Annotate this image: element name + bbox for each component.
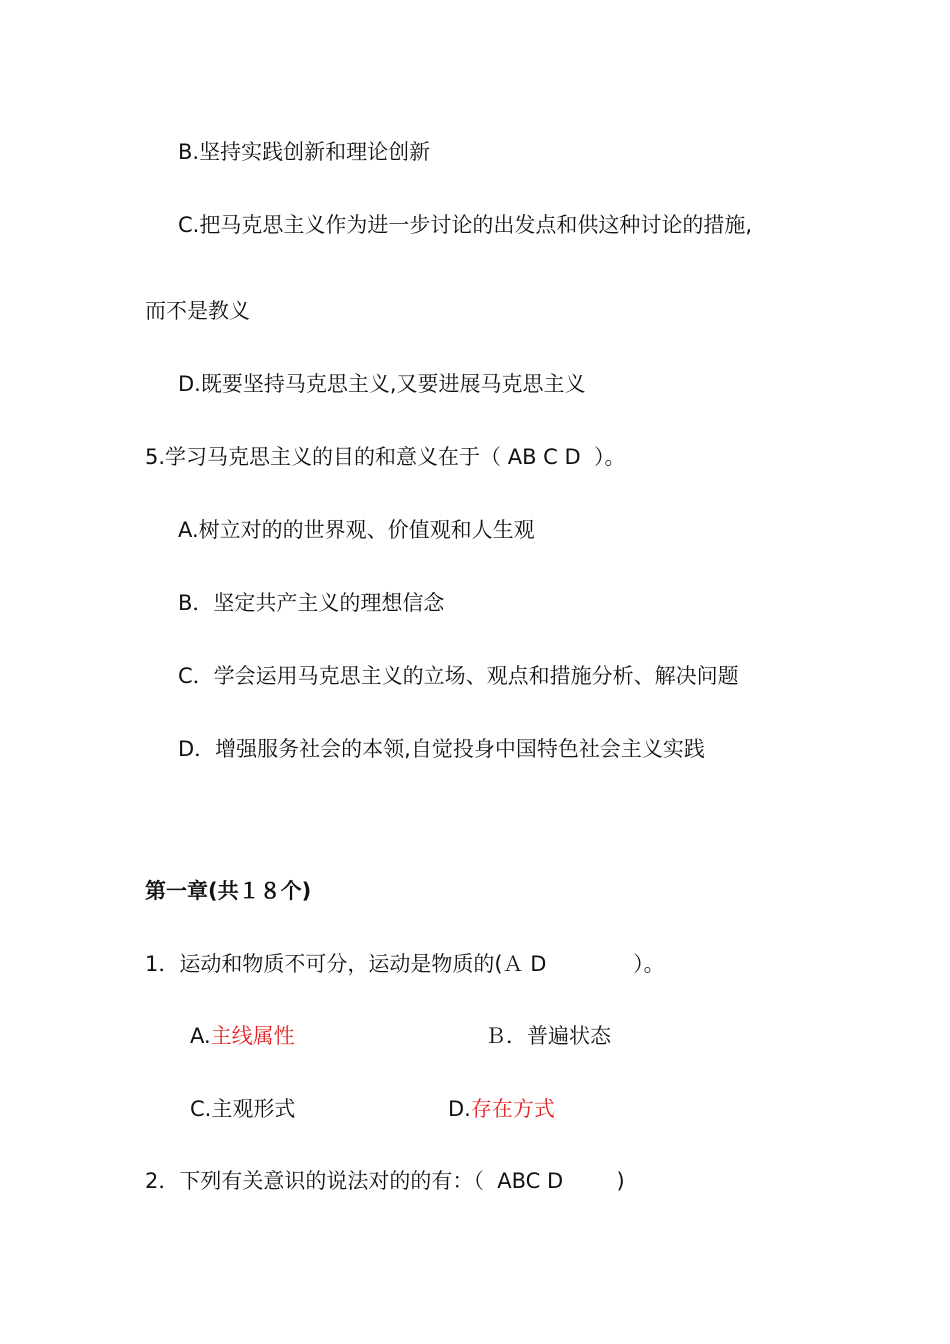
q5-question: 5.学习马克思主义的目的和意义在于（ AB C D ）。 bbox=[145, 445, 626, 469]
option-d-answer-text: 存在方式 bbox=[470, 1097, 555, 1121]
ch1-q1-option-b: Ｂ．普遍状态 bbox=[485, 1024, 611, 1048]
q4-option-c-line2: 而不是教义 bbox=[145, 299, 250, 323]
q5-option-b: B．坚定共产主义的理想信念 bbox=[178, 591, 445, 615]
option-a-answer-text: 主线属性 bbox=[210, 1024, 295, 1048]
chapter-heading: 第一章(共１８个) bbox=[145, 879, 312, 903]
q4-option-c-line1: C.把马克思主义作为进一步讨论的出发点和供这种讨论的措施, bbox=[178, 213, 753, 237]
ch1-q1-option-a bbox=[190, 1022, 295, 1050]
q5-option-a: A.树立对的的世界观、价值观和人生观 bbox=[178, 518, 535, 542]
option-a-prefix: A. bbox=[190, 1024, 211, 1048]
q4-option-b: B.坚持实践创新和理论创新 bbox=[178, 140, 431, 164]
ch1-q1-question: 1．运动和物质不可分，运动是物质的(Ａ D ）。 bbox=[145, 952, 665, 976]
ch1-q1-option-d bbox=[448, 1095, 555, 1123]
q4-option-d: D.既要坚持马克思主义,又要进展马克思主义 bbox=[178, 372, 586, 396]
q5-option-d: D．增强服务社会的本领,自觉投身中国特色社会主义实践 bbox=[178, 737, 705, 761]
option-d-prefix: D. bbox=[448, 1097, 471, 1121]
ch1-q2-question: 2．下列有关意识的说法对的的有：（ ABC D ) bbox=[145, 1169, 625, 1193]
q5-option-c: C．学会运用马克思主义的立场、观点和措施分析、解决问题 bbox=[178, 664, 739, 688]
ch1-q1-option-c: C.主观形式 bbox=[190, 1097, 296, 1121]
